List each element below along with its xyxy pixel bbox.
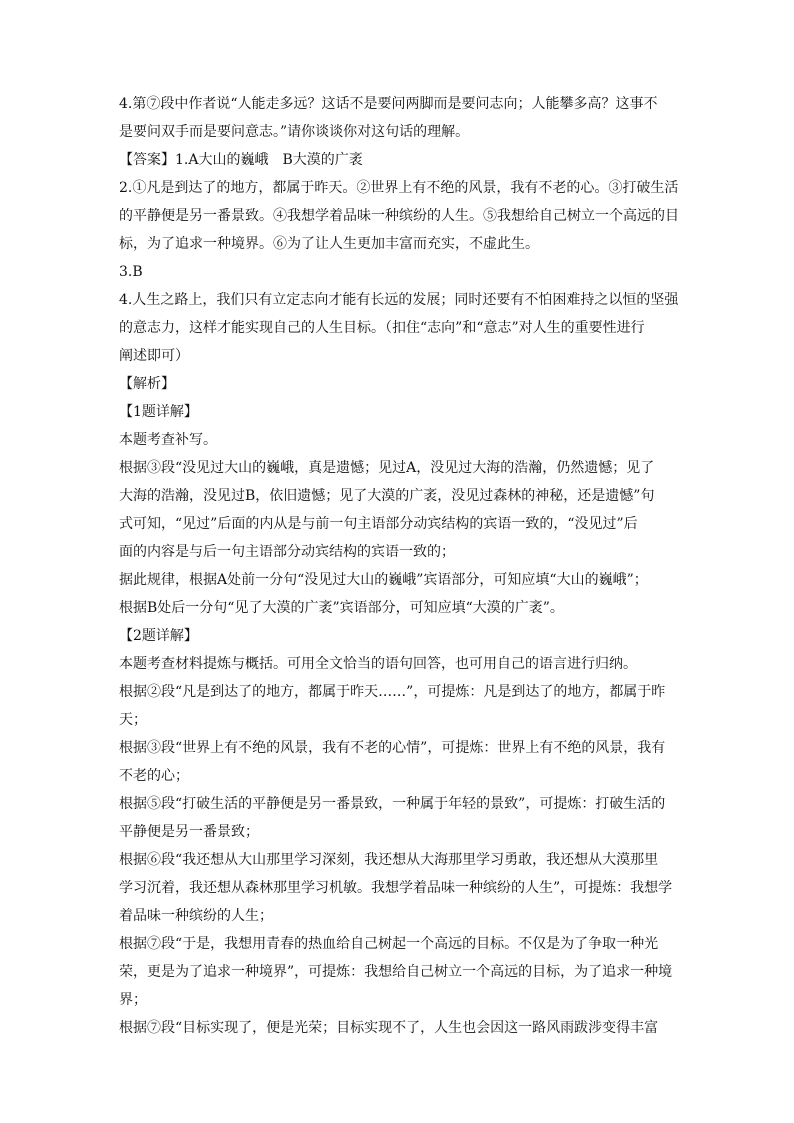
text-line: 根据⑥段“我还想从大山那里学习深刻，我还想从大海那里学习勇敢，我还想从大漠那里 (119, 852, 659, 868)
text-line: 【1题详解】 (119, 404, 198, 420)
text-line: 【2题详解】 (119, 628, 198, 644)
text-line: 不老的心； (119, 768, 189, 784)
text-line: 大海的浩瀚，没见过B，依旧遗憾；见了大漠的广袤，没见过森林的神秘，还是遗憾”句 (119, 488, 655, 504)
text-line: 【解析】 (119, 376, 175, 392)
text-line: 平静便是另一番景致； (119, 824, 259, 840)
text-line: 4.人生之路上，我们只有立定志向才能有长远的发展；同时还要有不怕困难持之以恒的坚强 (119, 292, 679, 308)
text-line: 面的内容是与后一句主语部分动宾结构的宾语一致的； (119, 544, 455, 560)
text-line: 学习沉着，我还想从森林那里学习机敏。我想学着品味一种缤纷的人生”，可提炼：我想学 (119, 880, 673, 896)
text-line: 根据③段“世界上有不绝的风景，我有不老的心情”，可提炼：世界上有不绝的风景，我有 (119, 740, 666, 756)
text-line: 本题考查材料提炼与概括。可用全文恰当的语句回答，也可用自己的语言进行归纳。 (119, 656, 637, 672)
text-line: 3.B (119, 264, 143, 280)
text-line: 据此规律，根据A处前一分句“没见过大山的巍峨”宾语部分，可知应填“大山的巍峨”； (119, 572, 648, 588)
text-line: 荣，更是为了追求一种境界”，可提炼：我想给自己树立一个高远的目标，为了追求一种境 (119, 964, 673, 980)
text-line: 【答案】1.A大山的巍峨 B大漠的广袤 (119, 152, 363, 168)
text-line: 2.①凡是到达了的地方，都属于昨天。②世界上有不绝的风景，我有不老的心。③打破生活 (119, 180, 679, 196)
text-line: 的意志力，这样才能实现自己的人生目标。（扣住“志向”和“意志”对人生的重要性进行 (119, 320, 645, 336)
text-line: 标，为了追求一种境界。⑥为了让人生更加丰富而充实，不虚此生。 (119, 236, 539, 252)
text-line: 根据②段“凡是到达了的地方，都属于昨天……”，可提炼：凡是到达了的地方，都属于昨 (119, 684, 666, 700)
text-line: 根据B处后一分句“见了大漠的广袤”宾语部分，可知应填“大漠的广袤”。 (119, 600, 564, 616)
text-line: 是要问双手而是要问意志。”请你谈谈你对这句话的理解。 (119, 124, 470, 140)
text-line: 本题考查补写。 (119, 432, 217, 448)
text-line: 阐述即可） (119, 348, 189, 364)
text-line: 根据⑦段“于是，我想用青春的热血给自己树起一个高远的目标。不仅是为了争取一种光 (119, 936, 659, 952)
text-line: 根据⑤段“打破生活的平静便是另一番景致，一种属于年轻的景致”，可提炼：打破生活的 (119, 796, 666, 812)
text-line: 4.第⑦段中作者说“人能走多远？这话不是要问两脚而是要问志向；人能攀多高？这事不 (119, 96, 658, 112)
text-line: 界； (119, 992, 147, 1008)
text-line: 的平静便是另一番景致。④我想学着品味一种缤纷的人生。⑤我想给自己树立一个高远的目 (119, 208, 679, 224)
text-line: 根据⑦段“目标实现了，便是光荣；目标实现不了，人生也会因这一路风雨跋涉变得丰富 (119, 1020, 659, 1036)
text-line: 天； (119, 712, 147, 728)
document-body (119, 90, 679, 1042)
text-line: 根据③段“没见过大山的巍峨，真是遗憾；见过A，没见过大海的浩瀚，仍然遗憾；见了 (119, 460, 655, 476)
text-line: 着品味一种缤纷的人生； (119, 908, 273, 924)
text-line: 式可知，“见过”后面的内从是与前一句主语部分动宾结构的宾语一致的，“没见过”后 (119, 516, 638, 532)
